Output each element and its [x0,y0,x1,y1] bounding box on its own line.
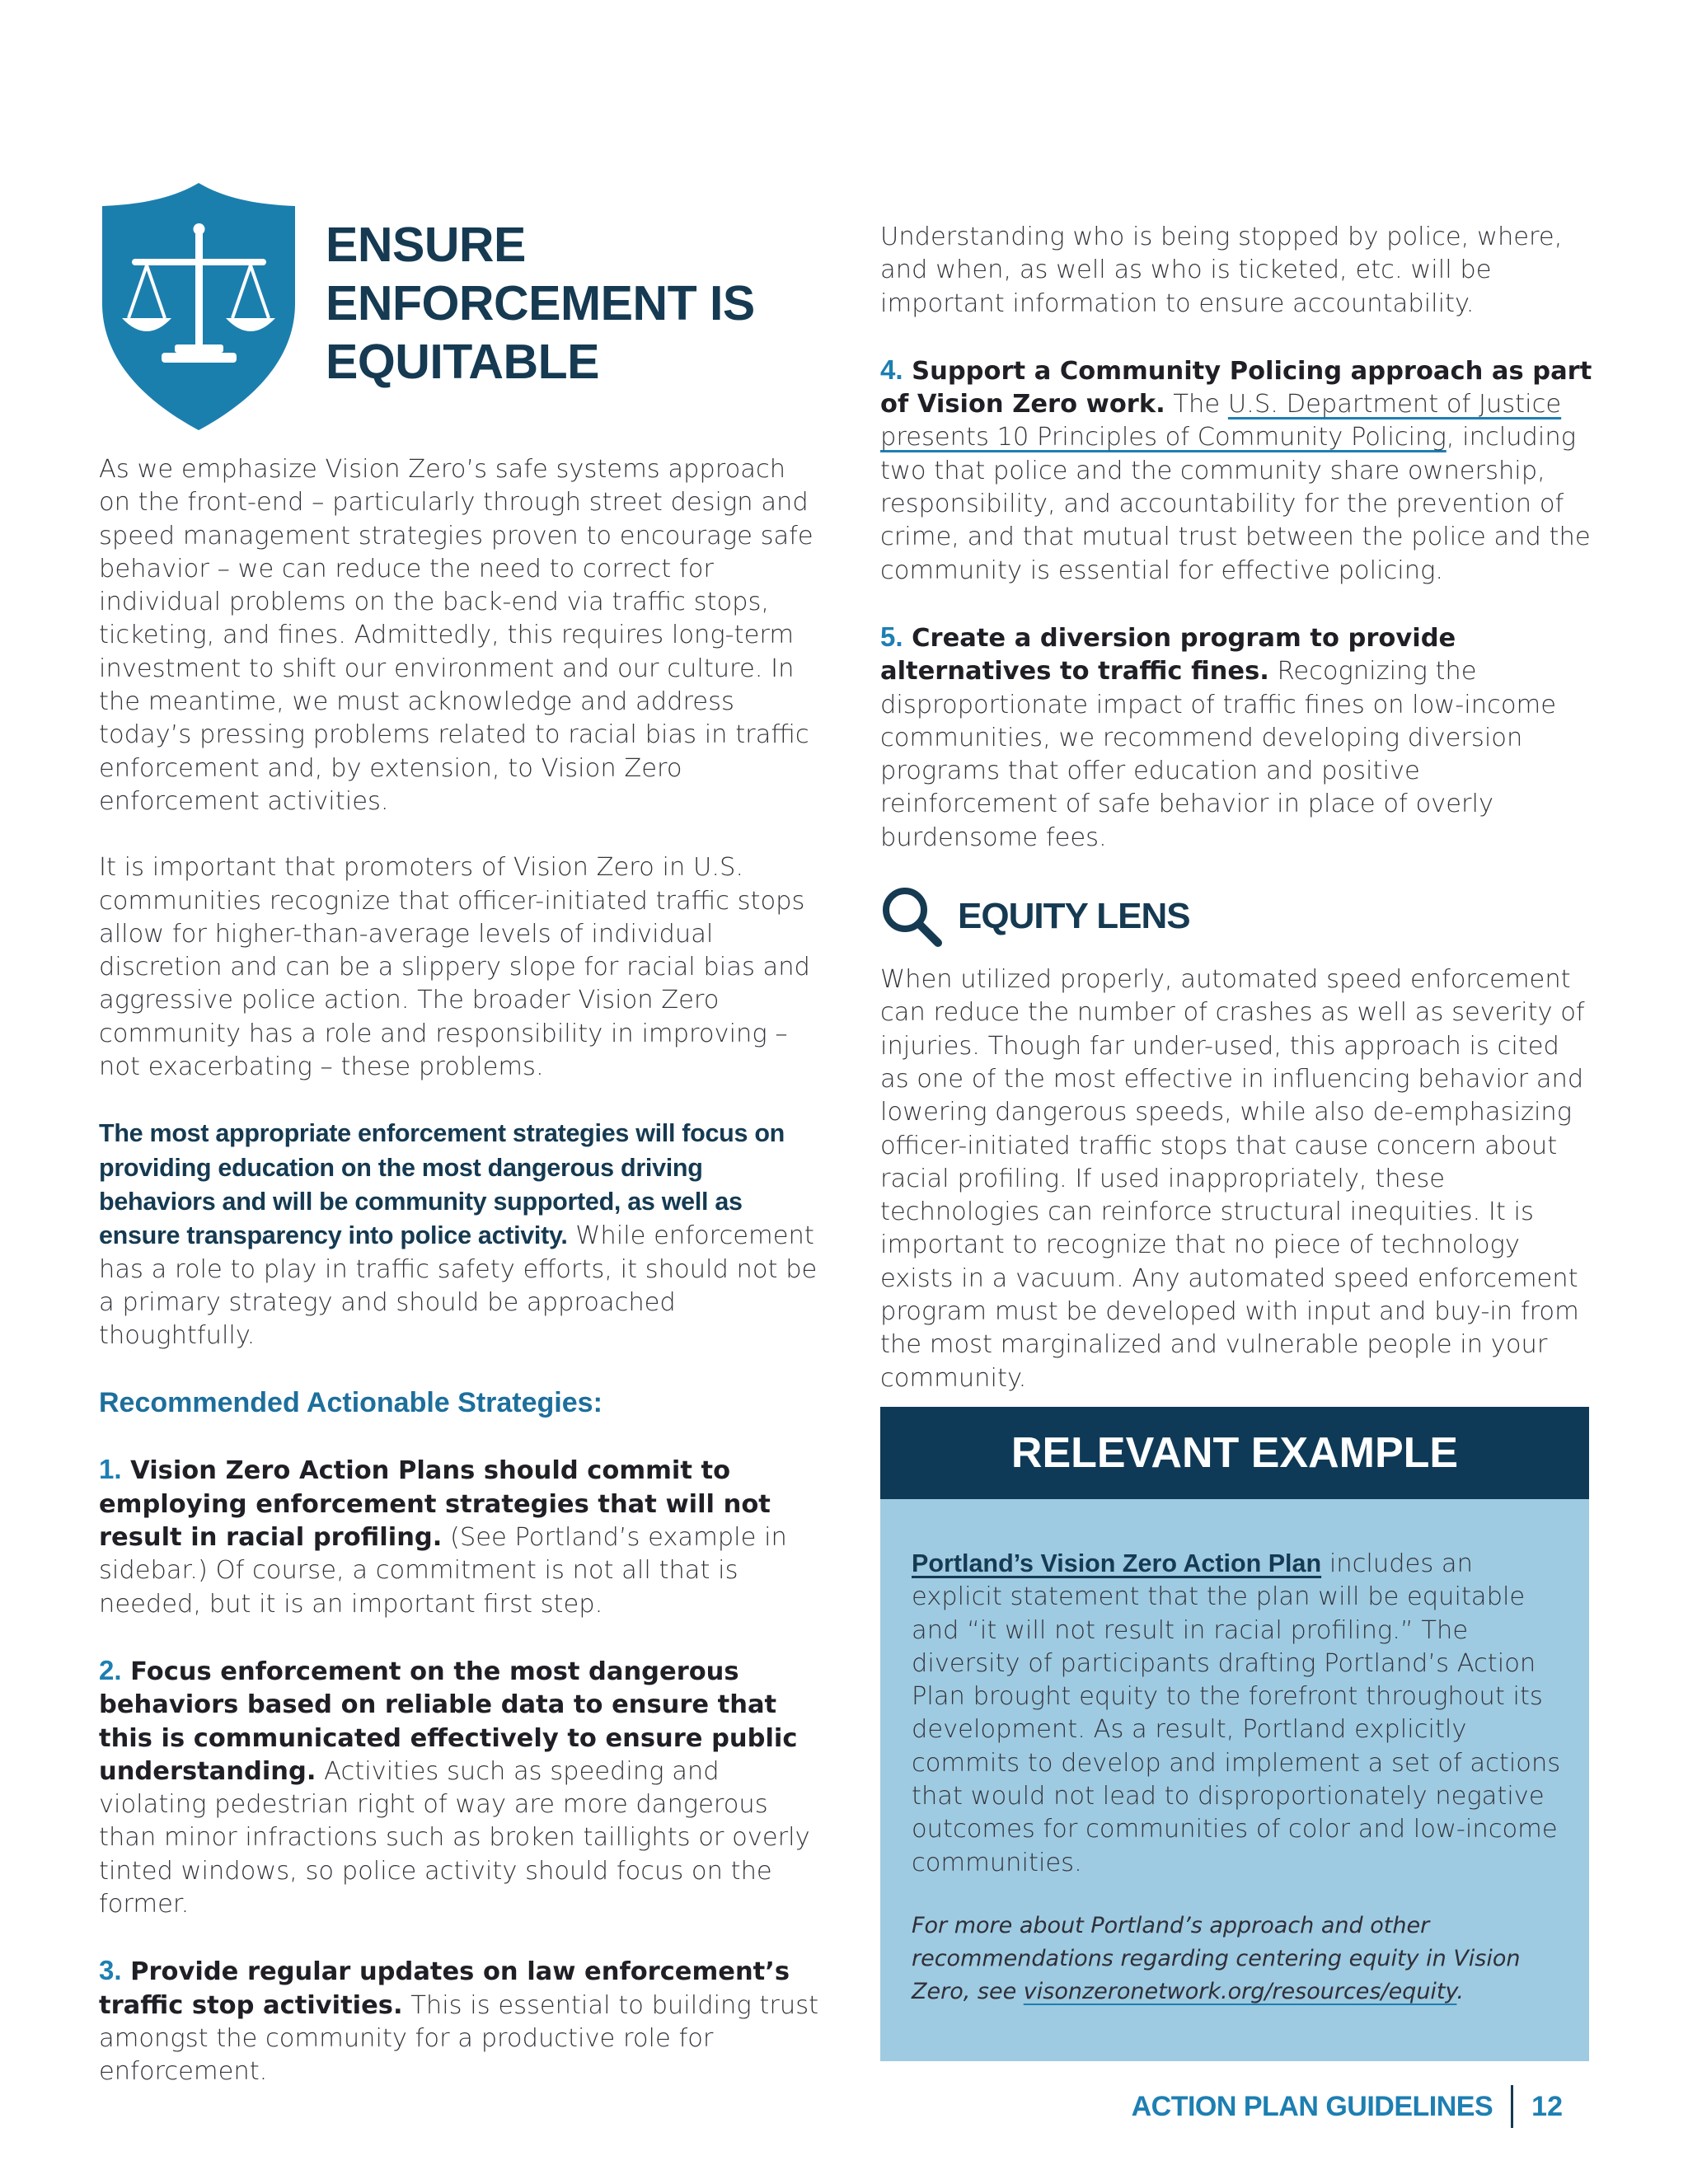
title-line: ENSURE [326,218,526,272]
portland-plan-link[interactable]: Portland’s Vision Zero Action Plan [912,1549,1322,1577]
sidebar-text: includes an explicit statement that the plan will be equitable and “it will not result in racial profiling.” The diversity of participants drafting Portland’s Action Plan brought equity to the forefront throughout its development. As a result, Portland explicitly commits to develop and implement a set of actions that would not lead to disproportionately negative outcomes for communities of color and low-income communities. [912,1549,1561,1877]
note-end: . [1456,1978,1464,2004]
item-text: , including two that police and the community share ownership, responsibility, and accountability for the prevention of crime, and that mutual trust between the police and the community is essential for effective policing. [880,423,1591,585]
page-number: 12 [1531,2090,1563,2122]
strategy-paragraph [99,1117,824,1352]
item-text: The [1165,390,1228,419]
title-line: ENFORCEMENT IS [326,276,755,330]
relevant-example-sidebar [880,1407,1589,2061]
intro-paragraph: As we emphasize Vision Zero’s safe systems approach on the front-end – particularly through street design and speed management strategies proven to encourage safe behavior – we can reduce the need to correct for individual problems on the back-end via traffic stops, ticketing, and fines. Admittedly, this requires long-term investment to shift our environment and our culture. In the meantime, we must acknowledge and address today’s pressing problems related to racial bias in traffic enforcement and, by extension, to Vision Zero enforcement activities. [99,455,814,816]
strategy-paragraph-rest: While enforcement has a role to play in traffic safety efforts, it should not be a primary strategy and should be approached thoughtfully. [99,1221,818,1351]
item-number: 1. [99,1454,122,1485]
item-text: Recognizing the disproportionate impact of traffic fines on low-income communities, we recommend developing diversion programs that offer education and positive reinforcement of safe behavior in place of overly burdensome fees. [880,657,1556,852]
sidebar-body [912,1547,1571,2031]
strategy-item-5 [880,621,1596,855]
title-line: EQUITABLE [326,335,600,389]
emphasis-statement: The most appropriate enforcement strategies will focus on providing education on the most dangerous driving behaviors and will be community supported, as well as ensure transparency into police activity. [99,1119,785,1250]
discretion-paragraph: It is important that promoters of Vision Zero in U.S. communities recognize that officer-initiated traffic stops allow for higher-than-average levels of individual discretion and can be a slippery slope for racial bias and aggressive police action. The broader Vision Zero community has a role and responsibility in improving – not exacerbating – these problems. [99,853,810,1082]
item-number: 4. [880,354,903,385]
strategy-item-2 [99,1654,824,1921]
equity-lens-title: EQUITY LENS [958,895,1190,936]
item-number: 2. [99,1654,122,1685]
sidebar-note [912,1910,1571,2008]
footer-label: ACTION PLAN GUIDELINES [1131,2090,1493,2122]
doj-principles-link[interactable]: U.S. Department of Justice presents 10 Principles of Community Policing [880,390,1562,452]
strategy-item-3 [99,1954,824,2088]
item-bold: Vision Zero Action Plans should commit to employing enforcement strategies that will not result in racial profiling. [99,1456,771,1553]
sidebar-header: RELEVANT EXAMPLE [880,1407,1589,1499]
item-bold: Provide regular updates on law enforcement’s traffic stop activities. [99,1957,790,2020]
item-text: This is essential to building trust amongst the community for a productive role for enforcement. [99,1990,819,2087]
sidebar-paragraph [912,1547,1571,1880]
page-footer [1132,2083,1563,2130]
item-number: 3. [99,1955,122,1986]
footer-divider [1511,2085,1513,2128]
scales-of-justice-shield-icon [97,180,300,434]
strategies-heading: Recommended Actionable Strategies: [99,1387,603,1419]
right-column [880,221,1596,1395]
item-bold: Focus enforcement on the most dangerous behaviors based on reliable data to ensure that this is communicated effectively to ensure public understanding. [99,1657,798,1786]
left-column [99,453,824,2088]
magnifying-glass-icon [880,885,943,948]
section-title [326,216,755,391]
strategy-item-1 [99,1453,824,1620]
equity-lens-text: When utilized properly, automated speed enforcement can reduce the number of crashes as well as severity of injuries. Though far under-used, this approach is cited as one of the most effective in influencing behavior and lowering dangerous speeds, while also de-emphasizing officer-initiated traffic stops that cause concern about racial profiling. If used inappropriately, these technologies can reinforce structural inequities. It is important to recognize that no piece of technology exists in a vacuum. Any automated speed enforcement program must be developed with input and buy-in from the most marginalized and vulnerable people in your community. [880,965,1585,1393]
equity-resources-link[interactable]: visonzeronetwork.org/resources/equity [1023,1978,1457,2004]
item-number: 5. [880,621,903,652]
item-text: (See Portland’s example in sidebar.) Of course, a commitment is not all that is needed, but it is an important first step. [99,1523,787,1619]
equity-lens-heading [880,884,1596,949]
item-text: Activities such as speeding and violating pedestrian right of way are more dangerous than minor infractions such as broken taillights or overly tinted windows, so police activity should focus on the former. [99,1756,810,1919]
item-bold: Support a Community Policing approach as part of Vision Zero work. [880,356,1592,419]
note-text: For more about Portland’s approach and other recommendations regarding centering equity in Vision Zero, see [912,1912,1521,2004]
strategy-item-4 [880,354,1596,588]
item-bold: Create a diversion program to provide alternatives to traffic fines. [880,623,1456,687]
accountability-paragraph: Understanding who is being stopped by police, where, and when, as well as who is ticketed, etc. will be important information to ensure accountability. [880,223,1563,318]
